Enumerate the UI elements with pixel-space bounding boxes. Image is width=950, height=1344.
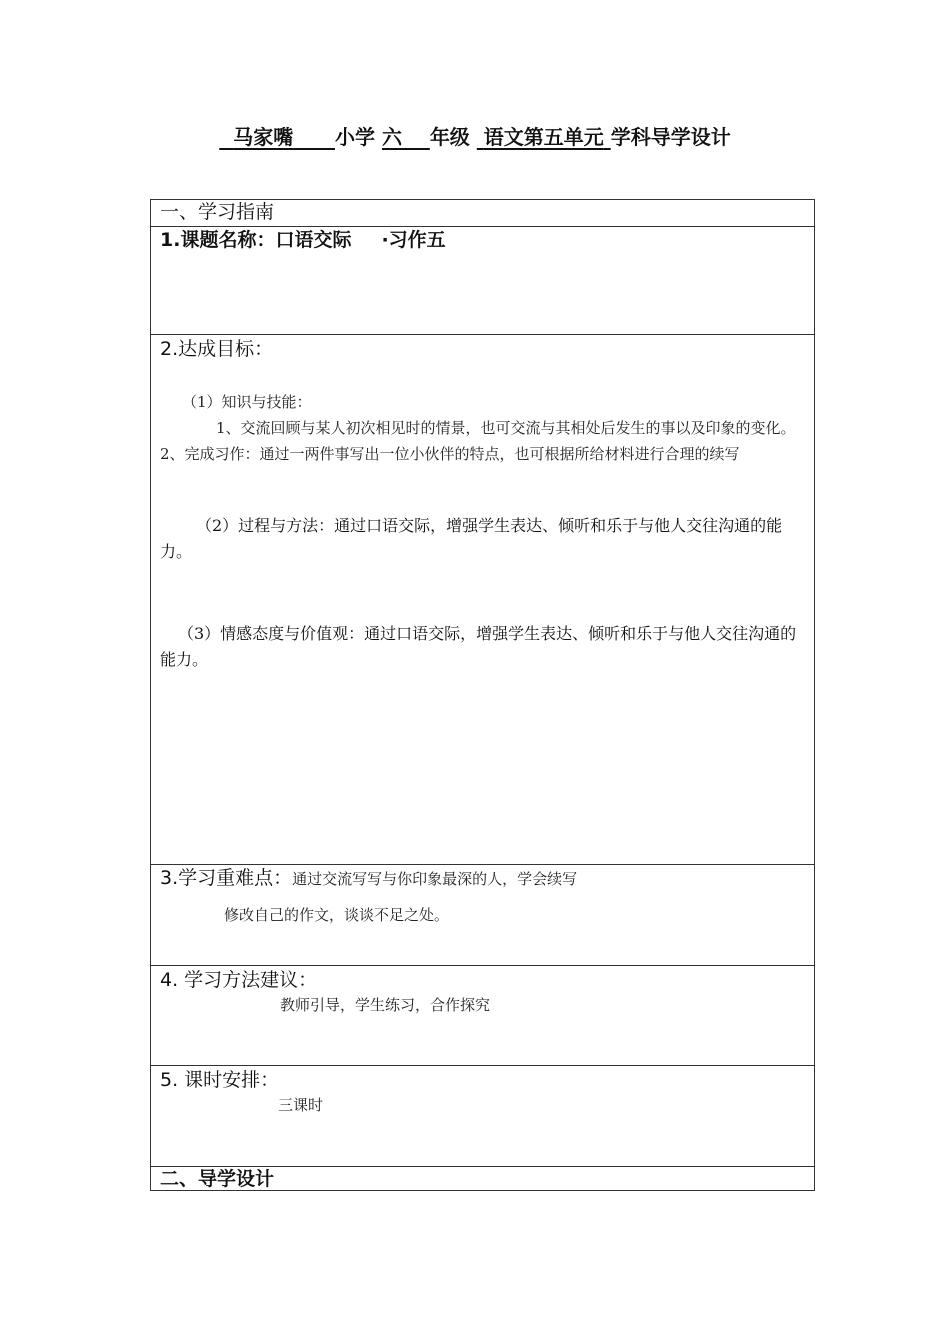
- lesson-name: 口语交际: [275, 229, 352, 251]
- title-school-suffix: 小学: [334, 125, 375, 149]
- document-title: [0, 122, 950, 152]
- lesson-row: [151, 226, 814, 334]
- title-subject: 语文第五单元: [483, 125, 604, 149]
- objectives-label: 2.达成目标：: [160, 338, 274, 360]
- section1-row: [151, 200, 814, 226]
- method-row: [151, 965, 814, 1065]
- section2-row: [151, 1166, 814, 1190]
- section1-heading: 一、学习指南: [160, 201, 275, 223]
- schedule-label: 5. 课时安排：: [160, 1069, 280, 1091]
- knowledge-label: （1）知识与技能：: [182, 393, 312, 411]
- title-design: 学科导学设计: [610, 125, 731, 149]
- difficulty-text: 通过交流写写与你印象最深的人，学会续写: [292, 870, 578, 888]
- lesson-title: [160, 227, 805, 253]
- process-text: （2）过程与方法：通过口语交际，增强学生表达、倾听和乐于与他人交往沟通的能力。: [160, 516, 783, 561]
- method-label: 4. 学习方法建议：: [160, 969, 318, 991]
- schedule-text: 三课时: [278, 1096, 324, 1114]
- lesson-label: 1.课题名称：: [160, 229, 276, 251]
- knowledge-text: 1、交流回顾与某人初次相见时的情景，也可交流与其相处后发生的事以及印象的变化。2、完成习作：通过一两件事写出一位小伙伴的特点，也可根据所给材料进行合理的续写: [160, 419, 796, 463]
- emotion-text: （3）情感态度与价值观：通过口语交际，增强学生表达、倾听和乐于与他人交往沟通的能力。: [160, 624, 797, 669]
- guide-table: [150, 199, 815, 1191]
- title-grade: 六: [381, 125, 402, 149]
- schedule-row: [151, 1065, 814, 1166]
- difficulty-line: [160, 866, 805, 892]
- title-grade-suffix: 年级: [429, 125, 470, 149]
- objectives-row: [151, 334, 814, 864]
- difficulty-text-2: 修改自己的作文，谈谈不足之处。: [224, 906, 450, 924]
- difficulty-label: 3.学习重难点：: [160, 867, 293, 889]
- difficulty-row: [151, 864, 814, 965]
- section2-heading: 二、导学设计: [160, 1168, 275, 1190]
- title-school: 马家嘴: [233, 125, 294, 149]
- lesson-name-2: ·习作五: [381, 229, 446, 251]
- method-text: 教师引导，学生练习，合作探究: [280, 996, 491, 1014]
